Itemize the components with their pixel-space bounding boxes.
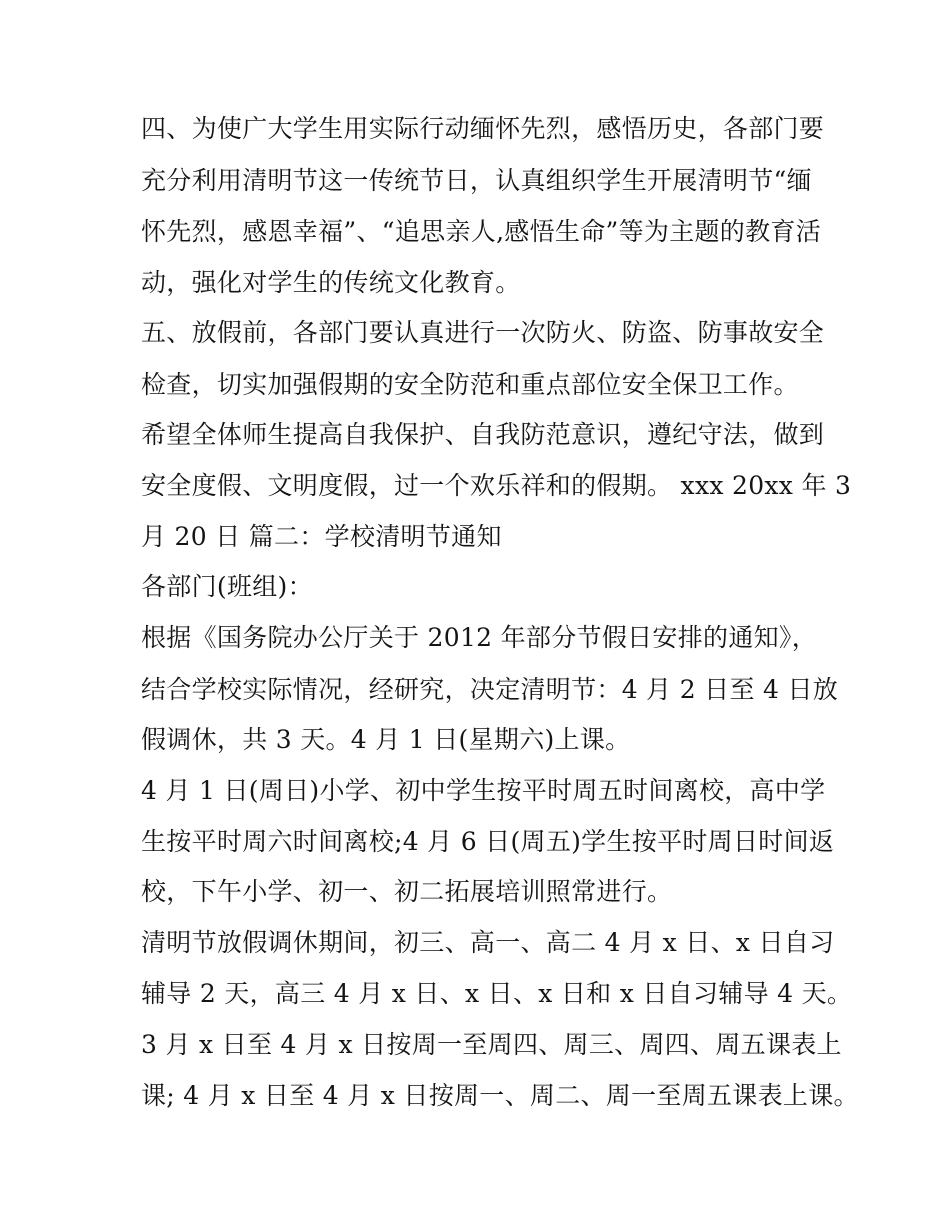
text-line: 安全度假、文明度假，过一个欢乐祥和的假期。 xxx 20xx 年 3 (141, 471, 852, 500)
text-line: 课; 4 月 x 日至 4 月 x 日按周一、周二、周一至周五课表上课。 (141, 1081, 859, 1110)
text-line: 结合学校实际情况，经研究，决定清明节：4 月 2 日至 4 日放 (141, 675, 839, 704)
text-line: 生按平时周六时间离校;4 月 6 日(周五)学生按平时周日时间返 (141, 827, 835, 856)
text-line: 充分利用清明节这一传统节日，认真组织学生开展清明节“缅 (141, 166, 812, 195)
text-line: 3 月 x 日至 4 月 x 日按周一至周四、周三、周四、周五课表上 (141, 1030, 842, 1059)
text-line: 希望全体师生提高自我保护、自我防范意识，遵纪守法，做到 (141, 420, 825, 449)
text-line: 根据《国务院办公厅关于 2012 年部分节假日安排的通知》， (141, 623, 818, 652)
text-line: 假调休，共 3 天。4 月 1 日(星期六)上课。 (141, 725, 631, 754)
text-line: 月 20 日 篇二：学校清明节通知 (141, 522, 502, 551)
text-line: 检查，切实加强假期的安全防范和重点部位安全保卫工作。 (141, 370, 799, 399)
text-line: 怀先烈，感恩幸福”、“追思亲人,感悟生命”等为主题的教育活 (141, 217, 821, 246)
text-line: 辅导 2 天，高三 4 月 x 日、x 日、x 日和 x 日自习辅导 4 天。 (141, 979, 853, 1008)
text-line: 五、放假前，各部门要认真进行一次防火、防盗、防事故安全 (141, 318, 825, 347)
text-line: 四、为使广大学生用实际行动缅怀先烈，感悟历史，各部门要 (141, 114, 825, 143)
text-line: 各部门(班组)： (141, 572, 313, 601)
text-line: 动，强化对学生的传统文化教育。 (141, 268, 521, 297)
text-line: 清明节放假调休期间，初三、高一、高二 4 月 x 日、x 日自习 (141, 928, 835, 957)
text-line: 4 月 1 日(周日)小学、初中学生按平时周五时间离校，高中学 (141, 776, 826, 805)
text-line: 校，下午小学、初一、初二拓展培训照常进行。 (141, 877, 673, 906)
